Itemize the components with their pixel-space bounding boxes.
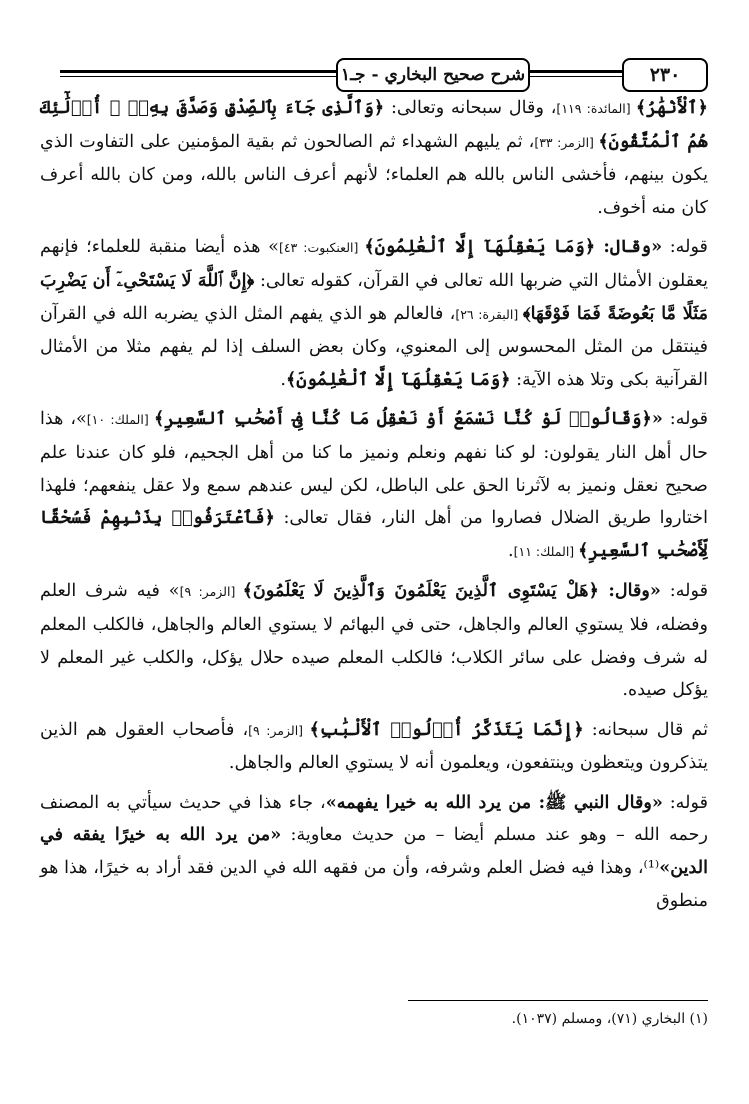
quran-verse: ﴿وَمَا يَعْقِلُهَآ إِلَّا ٱلْعَٰلِمُونَ﴾: [286, 368, 511, 390]
quran-verse: «﴿وَقَالُوا۟ لَوْ كُنَّا نَسْمَعُ أَوْ نَعْقِلُ مَا كُنَّا فِىٓ أَصْحَٰبِ ٱلسَّعِيرِ﴾: [154, 408, 663, 430]
verse-reference: [الزمر: ٣٣]: [534, 134, 599, 150]
paragraph-text: ، فالعالم هو الذي يفهم المثل الذي يضربه الله في القرآن فينتقل من المثل المحسوس إلى المعنوي، وكان بعض السلف إذا لم يفهم مثلا من الأمثال القرآنية بكى وتلا هذه الآية:: [40, 303, 708, 390]
quran-verse: ﴿إِنَّ ٱللَّهَ لَا يَسْتَحْىِۦٓ أَن يَضْرِبَ مَثَلًا مَّا بَعُوضَةً فَمَا فَوْقَهَا﴾: [40, 269, 709, 324]
paragraph-text: قوله:: [660, 581, 708, 602]
quoted-text: «وقال:: [598, 580, 661, 602]
verse-reference: [البقرة: ٢٦]: [455, 306, 523, 322]
page-body: [40, 92, 708, 917]
quoted-text: «وقال:: [595, 236, 663, 258]
paragraph-text: »، هذا حال أهل النار يقولون: لو كنا نفهم ونعلم ونميز ما كنا من أهل الجحيم، فلو كان عندنا علم صحيح نعقل ونميز به لآثرنا الحق على الباطل، لكن ليس عندهم سمع ولا عقل ينفعهم؛ فلهذا اختاروا طريق الضلال فصاروا من أهل النار، فقال تعالى:: [40, 409, 708, 529]
quran-verse: ﴿فَٱعْتَرَفُوا۟ بِذَنۢبِهِمْ فَسُحْقًا لِّأَصْحَٰبِ ٱلسَّعِيرِ﴾: [40, 507, 708, 561]
verse-reference: [الملك: ١١]: [513, 543, 579, 559]
book-page: [40, 0, 708, 1104]
page-number: ٢٣٠: [622, 58, 708, 92]
body-paragraph: [40, 714, 708, 780]
body-paragraph: [40, 575, 708, 706]
footnote: (١) البخاري (٧١)، ومسلم (١٠٣٧).: [511, 1011, 708, 1027]
quran-verse: ﴿وَٱلَّذِى جَآءَ بِٱلصِّدْقِ وَصَدَّقَ بِهِۦٓ ۙ أُو۟لَٰٓئِكَ هُمُ ٱلْمُتَّقُونَ﴾: [40, 97, 708, 152]
paragraph-text: .: [508, 540, 514, 561]
verse-reference: [الزمر: ٩]: [248, 722, 310, 738]
paragraph-text: .: [280, 369, 286, 390]
paragraph-text: قوله:: [662, 409, 708, 430]
body-paragraph: [40, 92, 708, 224]
quran-verse: ﴿إِنَّمَا يَتَذَكَّرُ أُو۟لُوا۟ ٱلْأَلْبَٰبِ﴾: [309, 718, 584, 740]
paragraph-text: ، فأصحاب العقول هم الذين يتذكرون ويتعظون وينتفعون، ويعلمون أنه لا يستوي العالم والجاهل.: [40, 719, 708, 774]
paragraph-text: ، ثم يليهم الشهداء ثم الصالحون ثم بقية المؤمنين على التفاوت الذي يكون بينهم، فأخشى الناس بالله هم العلماء؛ لأنهم أعرف الناس بالله، ومن كان بالله أعرف كان منه أخوف.: [40, 131, 708, 218]
paragraph-text: قوله:: [662, 792, 708, 813]
verse-reference: [الزمر: ٩]: [179, 584, 243, 600]
running-header: [60, 58, 708, 94]
verse-reference: [المائدة: ١١٩]: [556, 101, 636, 116]
quoted-text: «من يرد الله به خيرًا يفقه في الدين»: [40, 824, 708, 879]
verse-reference: [العنكبوت: ٤٣]: [278, 240, 365, 256]
quoted-text: «وقال النبي ﷺ: من يرد الله به خيرا يفهمه»: [325, 791, 663, 813]
quran-verse: ﴿هَلْ يَسْتَوِى ٱلَّذِينَ يَعْلَمُونَ وَٱلَّذِينَ لَا يَعْلَمُونَ﴾: [242, 580, 599, 602]
paragraph-text: » فيه شرف العلم وفضله، فلا يستوي العالم والجاهل، حتى في البهائم لا يستوي العالم والجاهل، فالكلب المعلم له شرف وفضل على سائر الكلاب؛ فالكلب المعلم صيده حلال يؤكل، والكلب غير المعلم لا يؤكل صيده.: [40, 581, 708, 701]
verse-reference: [الملك: ١٠]: [86, 412, 155, 428]
quran-verse: ﴿وَمَا يَعْقِلُهَآ إِلَّا ٱلْعَٰلِمُونَ﴾: [364, 236, 596, 258]
paragraph-text: » هذه أيضا منقبة للعلماء؛ فإنهم يعقلون الأمثال التي ضربها الله تعالى في القرآن، كقوله تعالى:: [40, 237, 708, 291]
paragraph-text: ، وقال سبحانه وتعالى:: [384, 98, 557, 118]
paragraph-text: قوله:: [662, 237, 708, 258]
quran-verse: ﴿ٱلْأَنْهَٰرُ﴾: [635, 97, 708, 118]
body-paragraph: [40, 231, 708, 396]
paragraph-text: ثم قال سبحانه:: [583, 719, 709, 740]
body-paragraph: [40, 403, 708, 568]
paragraph-text: ⁽¹⁾، وهذا فيه فضل العلم وشرفه، وأن من فقهه الله في الدين فقد أراد به خيرًا، هذا هو منطوق: [40, 858, 708, 911]
footnote-separator: [408, 1000, 708, 1001]
paragraph-text: ، جاء هذا في حديث سيأتي به المصنف رحمه الله – وهو عند مسلم أيضا – من حديث معاوية:: [40, 792, 708, 846]
book-title: شرح صحيح البخاري - جـ١: [336, 58, 530, 92]
body-paragraph: [40, 787, 708, 917]
